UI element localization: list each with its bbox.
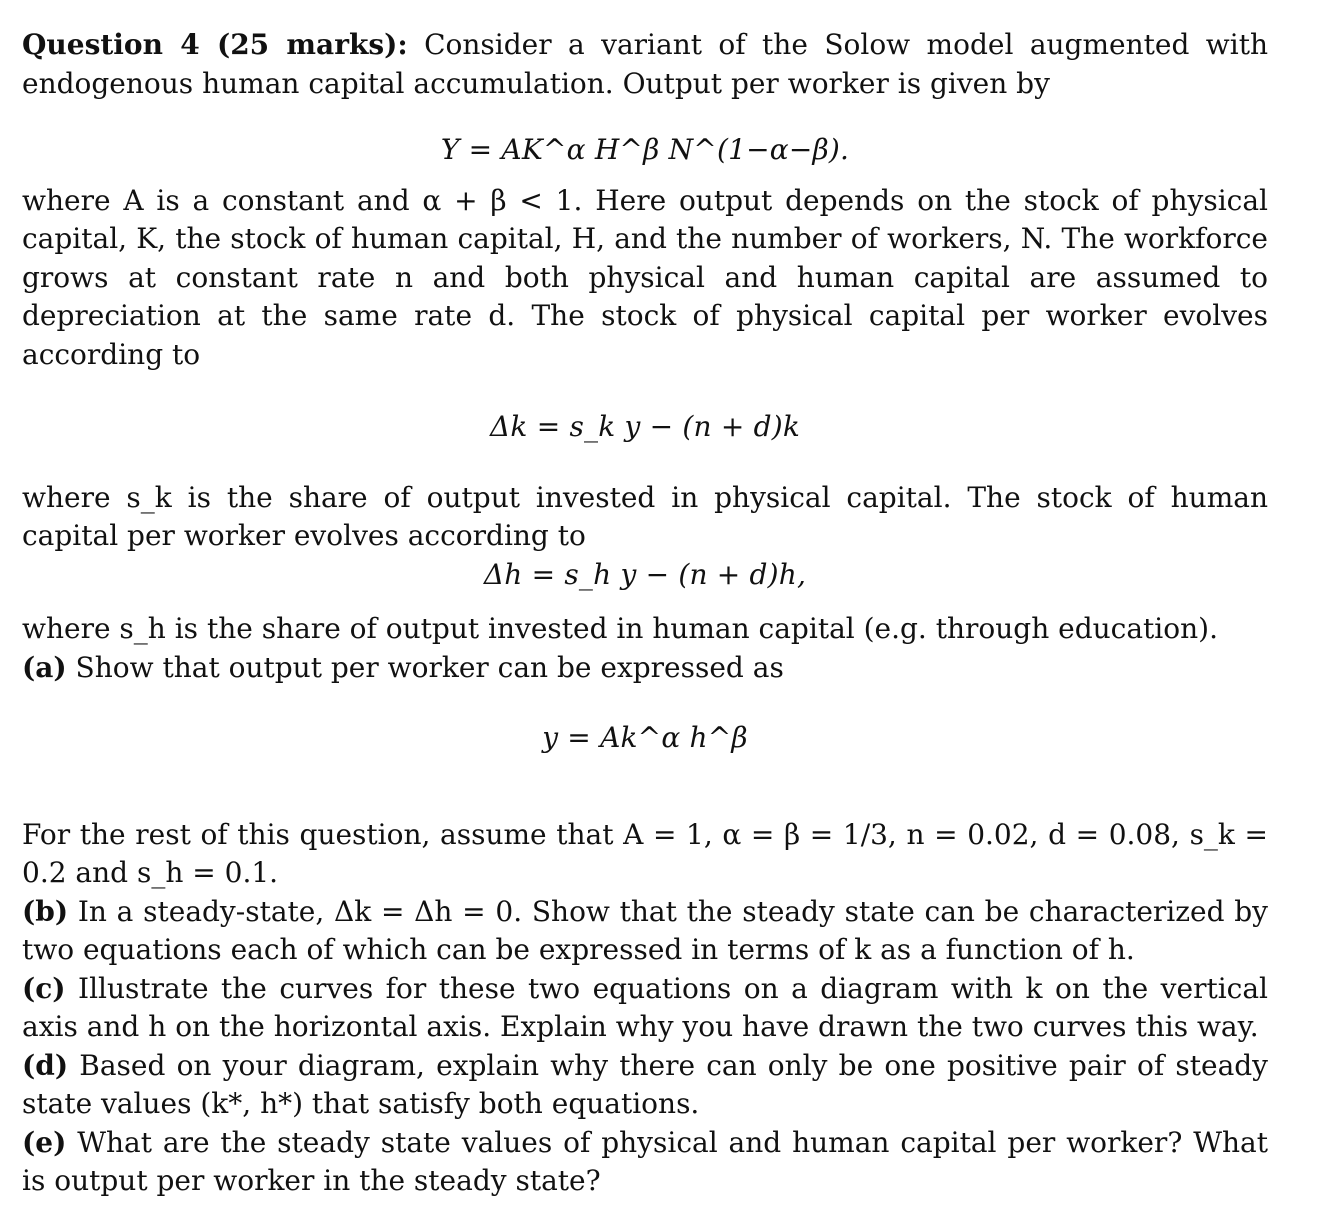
part-c-label: (c) [22, 971, 66, 1005]
production-function-equation: Y = AK^α H^β N^(1−α−β). [440, 133, 850, 166]
part-c [22, 970, 1268, 1047]
part-a-text: Show that output per worker can be expressed as [66, 650, 784, 684]
part-d [22, 1047, 1268, 1124]
paragraph-sk: where s_k is the share of output invested in physical capital. The stock of human capital per worker evolves according to [22, 480, 1268, 552]
human-capital-equation: Δh = s_h y − (n + d)h, [483, 557, 807, 591]
output-per-worker-equation: y = Ak^α h^β [542, 721, 748, 754]
intro-paragraph [22, 26, 1268, 103]
question-heading: Question 4 (25 marks): [22, 28, 408, 61]
assumptions-paragraph: For the rest of this question, assume that A = 1, α = β = 1/3, n = 0.02, d = 0.08, s_k = 0.2 and s_h = 0.1. [22, 817, 1268, 889]
part-e-label: (e) [22, 1125, 67, 1159]
part-e-text: What are the steady state values of physical and human capital per worker? What is output per worker in the steady state? [22, 1125, 1268, 1197]
part-b-label: (b) [22, 894, 69, 928]
part-d-text: Based on your diagram, explain why there can only be one positive pair of steady state values (k*, h*) that satisfy both equations. [22, 1048, 1268, 1120]
paragraph-sh: where s_h is the share of output invested in human capital (e.g. through education). [22, 612, 1218, 645]
paragraph-definitions: where A is a constant and α + β < 1. Here output depends on the stock of physical capital, K, the stock of human capital, H, and the number of workers, N. The workforce grows at constant rate n and both physical and human capital are assumed to depreciation at the same rate d. The stock of physical capital per worker evolves according to [22, 183, 1268, 371]
part-a-label: (a) [22, 650, 67, 684]
part-b-text: In a steady-state, Δk = Δh = 0. Show that the steady state can be characterized by two equations each of which can be expressed in terms of k as a function of h. [22, 894, 1268, 966]
part-a [22, 649, 1268, 688]
part-c-text: Illustrate the curves for these two equations on a diagram with k on the vertical axis and h on the horizontal axis. Explain why you have drawn the two curves this way. [22, 971, 1268, 1043]
part-b [22, 893, 1268, 970]
part-e [22, 1124, 1268, 1201]
intro-text: Consider a variant of the Solow model augmented with endogenous human capital accumulation. Output per worker is given by [22, 28, 1269, 100]
physical-capital-equation: Δk = s_k y − (n + d)k [490, 410, 800, 443]
question-document [22, 26, 1268, 1201]
part-d-label: (d) [22, 1048, 69, 1082]
